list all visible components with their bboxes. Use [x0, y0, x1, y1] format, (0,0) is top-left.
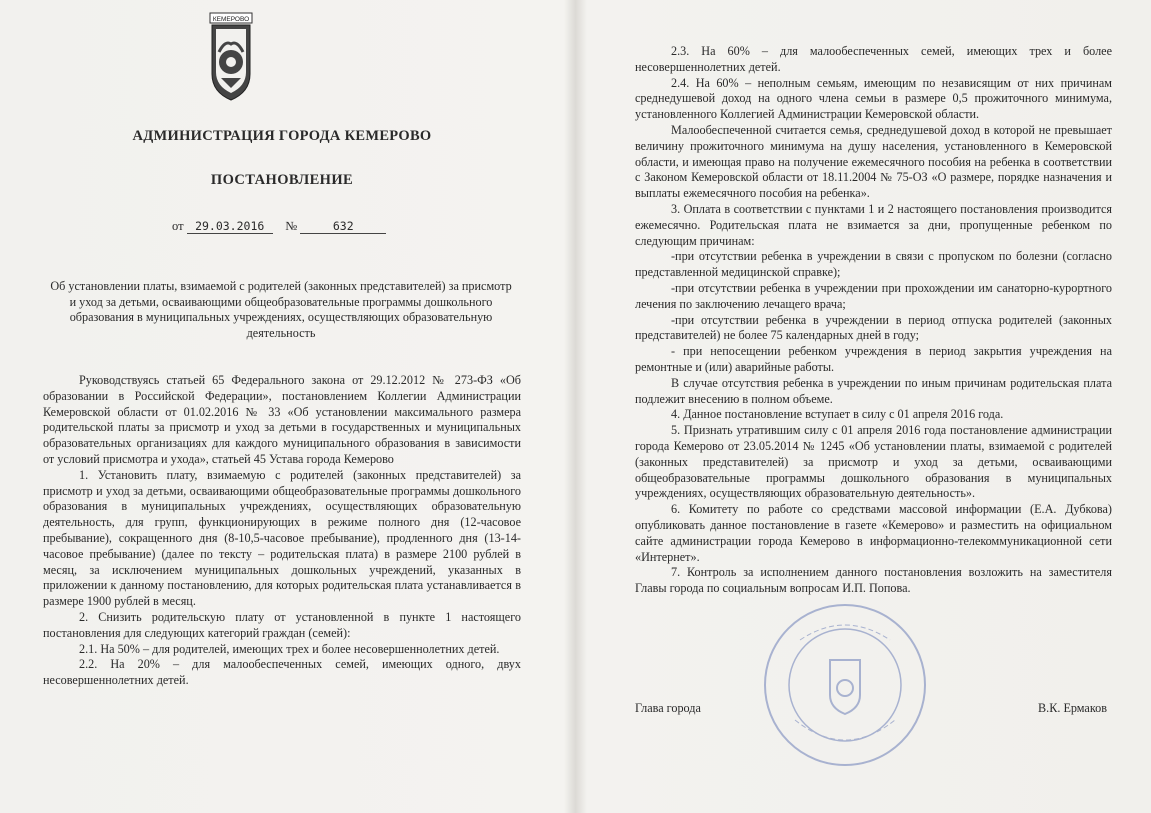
paragraph-low-income-definition: Малообеспеченной считается семья, среднедушевой доход в которой не превышает величину прожиточного минимума на душу населения, установленного в Кемеровской области, и имеющая право на получение ежемесячного пособия на ребенка в соответствии с Законом Кемеровской области от 18.11.2004 № 75-ОЗ «О размере, порядке назначения и выплаты ежемесячного пособия на ребенка».: [635, 122, 1112, 201]
decree-number: 632: [300, 219, 386, 234]
paragraph-2: 2. Снизить родительскую плату от установленной в пункте 1 настоящего постановления для следующих категорий граждан (семей):: [43, 609, 521, 640]
number-prefix: №: [285, 219, 298, 233]
crest-label: КЕМЕРОВО: [212, 16, 250, 23]
paragraph-4: 4. Данное постановление вступает в силу с 01 апреля 2016 года.: [671, 407, 1004, 422]
paragraph-5: 5. Признать утратившим силу с 01 апреля 2016 года постановление администрации города Кемерово от 23.05.2014 № 1245 «Об установлении платы, взимаемой с родителей (законных представителей) за присмотр и уход за детьми, осваивающими общеобразовательные программы дошкольного образования в муниципальных учреждениях, осуществляющих образовательную деятельность».: [635, 423, 1112, 501]
paragraph-6: 6. Комитету по работе со средствами массовой информации (Е.А. Дубкова) опубликовать данное постановление в газете «Кемерово» и разместить на официальном сайте администрации города Кемерово в информационно-телекоммуникационной сети «Интернет».: [635, 502, 1112, 564]
decree-date: 29.03.2016: [187, 219, 273, 234]
paragraph-2-3: 2.3. На 60% – для малообеспеченных семей, имеющих трех и более несовершеннолетних детей.: [635, 44, 1112, 74]
date-prefix: от: [172, 219, 184, 233]
signatory-position: Глава города: [635, 701, 701, 715]
administration-title: АДМИНИСТРАЦИЯ ГОРОДА КЕМЕРОВО: [132, 128, 432, 144]
paragraph-2-2: 2.2. На 20% – для малообеспеченных семей, имеющих одного, двух несовершеннолетних детей.: [43, 657, 521, 688]
paragraph-3-sanatorium: -при отсутствии ребенка в учреждении при прохождении им санаторно-курортного лечения по заключению лечащего врача;: [635, 280, 1112, 311]
decree-subject: Об установлении платы, взимаемой с родителей (законных представителей) за присмотр и уход за детьми, осваивающими общеобразовательные программы дошкольного образования в муниципальных учреждениях, осуществляющих образовательную деятельность: [50, 279, 512, 340]
paragraph-3-illness: -при отсутствии ребенка в учреждении в связи с пропуском по болезни (согласно представленной медицинской справке);: [635, 249, 1112, 280]
paragraph-2-1: 2.1. На 50% – для родителей, имеющих трех и более несовершеннолетних детей.: [79, 641, 500, 656]
paragraph-1: 1. Установить плату, взимаемую с родителей (законных представителей) за присмотр и уход за детьми, осваивающими общеобразовательные программы дошкольного образования в муниципальных учреждениях, осуществляющих образовательную деятельность, для групп, функционирующих в режиме полного дня (12-часовое пребывание), сокращенного дня (8-10,5-часовое пребывание), продленного дня (13-14-часовое пребывание) (далее по тексту – родительская плата) в размере 2100 рублей в месяц, за исключением муниципальных дошкольных учреждений, указанных в приложении к данному постановлению, для которых родительская плата устанавливается в размере 1900 рублей в месяц.: [43, 467, 521, 609]
paragraph-preamble: Руководствуясь статьей 65 Федерального закона от 29.12.2012 № 273-ФЗ «Об образовании в Российской Федерации», постановлением Коллегии Администрации Кемеровской области от 01.02.2016 № 33 «Об установлении максимального размера родительской платы за присмотр и уход за детьми в государственных и муниципальных образовательных организациях для каждого муниципального образования в зависимости от условий присмотра и ухода», статьей 45 Устава города Кемерово: [43, 373, 521, 466]
paragraph-3-closure: - при непосещении ребенком учреждения в период закрытия учреждения на ремонтные и (или) аварийные работы.: [635, 344, 1112, 374]
paragraph-3: 3. Оплата в соответствии с пунктами 1 и 2 настоящего постановления производится ежемесячно. Родительская плата не взимается за дни, пропущенные ребенком по следующим причинам:: [635, 201, 1112, 248]
paragraph-3-vacation: -при отсутствии ребенка в учреждении в период отпуска родителей (законных представителей) не более 75 календарных дней в году;: [635, 312, 1112, 343]
paragraph-2-4: 2.4. На 60% – неполным семьям, имеющим по независящим от них причинам среднедушевой доход на одного члена семьи в размере 0,5 прожиточного минимума, установленного Коллегией Администрации Кемеровской области.: [635, 75, 1112, 122]
kemerovo-crest-icon: [209, 12, 253, 102]
left-column-body: [43, 373, 521, 689]
decree-title: ПОСТАНОВЛЕНИЕ: [210, 172, 354, 188]
official-stamp-icon: [760, 600, 930, 770]
paragraph-7: 7. Контроль за исполнением данного постановления возложить на заместителя Главы города по социальным вопросам И.П. Попова.: [635, 565, 1112, 596]
right-column-body: [635, 44, 1112, 597]
date-number-row: [172, 219, 386, 234]
paragraph-3-other: В случае отсутствия ребенка в учреждении по иным причинам родительская плата подлежит внесению в полном объеме.: [635, 375, 1112, 406]
signature-row: [635, 701, 1107, 716]
signatory-name: В.К. Ермаков: [1038, 701, 1107, 715]
